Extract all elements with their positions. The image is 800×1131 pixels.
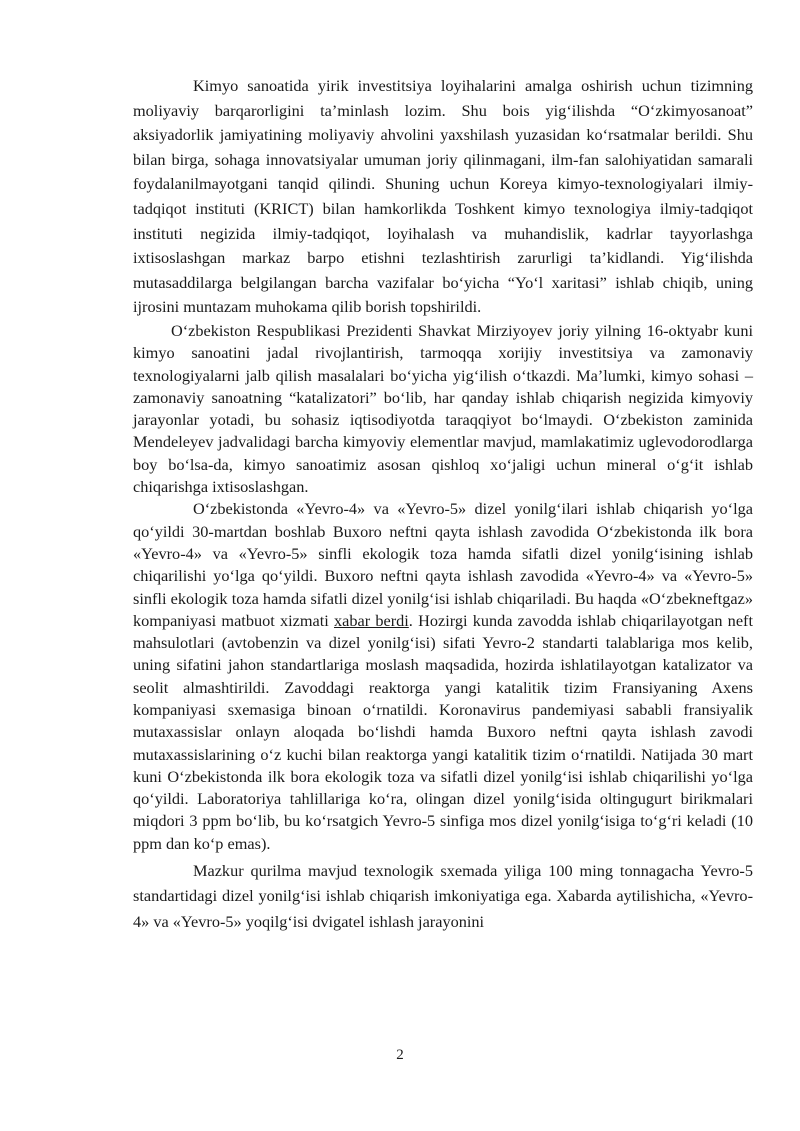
paragraph-text-before-link: O‘zbekistonda «Yevro-4» va «Yevro-5» dizel yonilg‘ilari ishlab chiqarish yo‘lga qo‘yildi 30-martdan boshlab Buxoro neftni qayta ishlash zavodida O‘zbekistonda ilk bora «Yevro-4» va «Yevro-5» sinfli ekologik toza hamda sifatli dizel yonilg‘isining ishlab chiqarilishi yo‘lga qo‘yildi. Buxoro neftni qayta ishlash zavodida «Yevro-4» va «Yevro-5» sinfli ekologik toza hamda sifatli dizel yonilg‘isi ishlab chiqariladi. Bu haqda «O‘zbekneftgaz» kompaniyasi matbuot xizmati: [133, 499, 753, 630]
document-body: [133, 74, 753, 934]
news-report-link[interactable]: xabar berdi: [333, 610, 409, 630]
page-number: 2: [396, 1047, 404, 1063]
paragraph-installation-capacity: Mazkur qurilma mavjud texnologik sxemada yiliga 100 ming tonnagacha Yevro-5 standartidagi dizel yonilg‘isi ishlab chiqarish imkoniyatiga ega. Xabarda aytilishicha, «Yevro-4» va «Yevro-5» yoqilg‘isi dvigatel ishlash jarayonini: [133, 861, 753, 931]
paragraph-euro-diesel-production: [133, 498, 753, 855]
paragraph-chemical-industry-investment: Kimyo sanoatida yirik investitsiya loyihalarini amalga oshirish uchun tizimning moliyaviy barqarorligini ta’minlash lozim. Shu bois yig‘ilishda “O‘zkimyosanoat” aksiyadorlik jamiyatining moliyaviy ahvolini yaxshilash yuzasidan ko‘rsatmalar berildi. Shu bilan birga, sohaga innovatsiyalar umuman joriy qilinmagani, ilm-fan salohiyatidan samarali foydalanilmayotgani tanqid qilindi. Shuning uchun Koreya kimyo-texnologiyalari ilmiy-tadqiqot instituti (KRICT) bilan hamkorlikda Toshkent kimyo texnologiya ilmiy-tadqiqot instituti negizida ilmiy-tadqiqot, loyihalash va muhandislik, kadrlar tayyorlashga ixtisoslashgan markaz barpo etishni tezlashtirish zarurligi ta’kidlandi. Yig‘ilishda mutasaddilarga belgilangan barcha vazifalar bo‘yicha “Yo‘l xaritasi” ishlab chiqib, uning ijrosini muntazam muhokama qilib borish topshirildi.: [133, 76, 753, 317]
paragraph-president-meeting: O‘zbekiston Respublikasi Prezidenti Shavkat Mirziyoyev joriy yilning 16-oktyabr kuni kimyo sanoatini jadal rivojlantirish, tarmoqqa xorijiy investitsiya va zamonaviy texnologiyalarni jalb qilish masalalari bo‘yicha yig‘ilish o‘tkazdi. Ma’lumki, kimyo sohasi – zamonaviy sanoatning “katalizatori” bo‘lib, har qanday ishlab chiqarish negizida kimyoviy jarayonlar yotadi, bu sohasiz iqtisodiyotda taraqqiyot bo‘lmaydi. O‘zbekiston zaminida Mendeleyev jadvalidagi barcha kimyoviy elementlar mavjud, mamlakatimiz uglevodorodlarga boy bo‘lsa-da, kimyo sanoatimiz asosan qishloq xo‘jaligi uchun mineral o‘g‘it ishlab chiqarishga ixtisoslashgan.: [133, 320, 753, 497]
paragraph-text-after-link: . Hozirgi kunda zavodda ishlab chiqarilayotgan neft mahsulotlari (avtobenzin va dizel yonilg‘isi) sifati Yevro-2 standarti talablariga mos kelib, uning sifatini jahon standartlariga moslash maqsadida, hozirda ishlatilayotgan katalizator va seolit almashtirildi. Zavoddagi reaktorga yangi katalitik tizim Fransiyaning Axens kompaniyasi sxemasiga binoan o‘rnatildi. Koronavirus pandemiyasi sababli fransiyalik mutaxassislar onlayn aloqada bo‘lishdi hamda Buxoro neftni qayta ishlash zavodi mutaxassislarining o‘z kuchi bilan reaktorga yangi katalitik tizim o‘rnatildi. Natijada 30 mart kuni O‘zbekistonda ilk bora ekologik toza va sifatli dizel yonilg‘isi ishlab chiqarilishi yo‘lga qo‘yildi. Laboratoriya tahlillariga ko‘ra, olingan dizel yonilg‘isida oltingugurt birikmalari miqdori 3 ppm bo‘lib, bu ko‘rsatgich Yevro-5 sinfiga mos dizel yonilg‘isiga to‘g‘ri keladi (10 ppm dan ko‘p emas).: [133, 610, 753, 853]
